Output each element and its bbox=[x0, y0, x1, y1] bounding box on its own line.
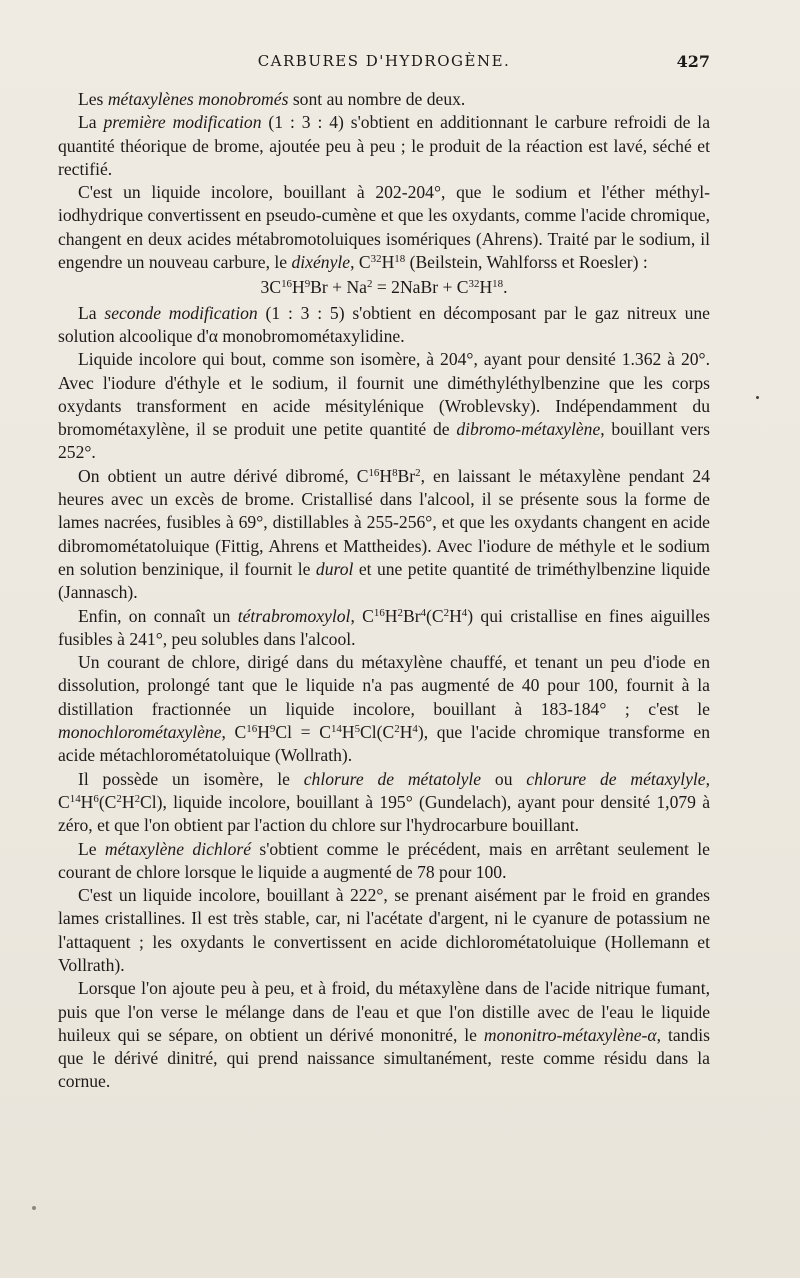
formula-subscript-index: 18 bbox=[492, 278, 504, 291]
text-run: Il possède un isomère, le bbox=[78, 768, 304, 789]
text-run: H bbox=[449, 605, 462, 626]
text-run: H bbox=[399, 722, 413, 743]
formula-subscript-index: 16 bbox=[368, 466, 380, 479]
text-run: Le bbox=[78, 838, 105, 859]
text-run: (Beilstein, Wahlforss et Roesler) : bbox=[405, 252, 648, 273]
formula-subscript-index: 2 bbox=[443, 606, 450, 619]
formula-subscript-index: 5 bbox=[354, 723, 361, 736]
italic-term: chlorure de métatolyle bbox=[303, 768, 482, 789]
paragraph-mononitro bbox=[58, 977, 710, 1093]
paragraph-monochlorometaxylene bbox=[58, 651, 710, 767]
paragraph-tetrabromoxylol bbox=[58, 605, 710, 652]
formula-subscript-index: 4 bbox=[412, 723, 418, 736]
page-body bbox=[58, 88, 710, 1094]
text-run: , C bbox=[350, 605, 374, 626]
text-run: (C bbox=[98, 791, 117, 812]
paragraph-metaxylene-dichlore bbox=[58, 838, 710, 885]
italic-term: durol bbox=[315, 558, 354, 579]
text-run: , C bbox=[221, 722, 247, 743]
text-run: ) qui cristallise en fines aiguilles fusibles à 241°, peu solubles dans l'alcool. bbox=[58, 605, 710, 649]
text-run: Cl(C bbox=[360, 722, 395, 743]
text-run: , bouillant vers 252°. bbox=[58, 419, 711, 463]
italic-term: métaxylènes monobromés bbox=[107, 89, 289, 109]
paragraph-liquide-204 bbox=[58, 348, 710, 464]
text-run: 3C bbox=[260, 277, 282, 298]
text-run: H bbox=[381, 252, 395, 273]
paragraph-liquide-incolore-202 bbox=[58, 181, 710, 274]
text-run: Br bbox=[397, 465, 416, 486]
text-run: Enfin, on connaît un bbox=[78, 605, 238, 626]
formula-subscript-index: 16 bbox=[281, 278, 292, 291]
paragraph-liquide-222 bbox=[58, 884, 710, 977]
text-run: La bbox=[78, 302, 105, 323]
paragraph-chlorure-metatolyle bbox=[58, 768, 710, 838]
text-run: sont au nombre de deux. bbox=[288, 89, 466, 109]
formula-subscript-index: 2 bbox=[394, 723, 400, 736]
text-run: Lorsque l'on ajoute peu à peu, et à froid, du métaxylène dans de l'acide nitrique fumant, puis que l'on verse le mélange dans de l'eau et que l'on distille avec de l'eau le liquide huileux qui se sépare, on obtient un dérivé mononitré, le bbox=[58, 978, 710, 1045]
text-run: H bbox=[80, 791, 94, 812]
italic-term: métaxylène dichloré bbox=[104, 838, 252, 859]
formula-subscript-index: 2 bbox=[116, 792, 122, 805]
italic-term: mononitro-métaxylène-α bbox=[483, 1024, 657, 1045]
formula-subscript-index: 14 bbox=[330, 723, 342, 736]
text-run: et une petite quantité de triméthylbenzine liquide (Jannasch). bbox=[58, 558, 711, 603]
paragraph-monobromes bbox=[58, 88, 710, 111]
text-run: = 2NaBr + C bbox=[372, 277, 469, 298]
formula-subscript-index: 9 bbox=[269, 723, 276, 736]
formula-subscript-index: 6 bbox=[93, 792, 99, 805]
text-run: C'est un liquide incolore, bouillant à 222°, se prenant aisément par le froid en grandes lames cristallines. Il est très stable, car, ni l'acétate d'argent, ni le cyanure de potassium ne l'attaquent ; les oxydants le convertissent en acide dichlorométatoluique (Hollemann et Vollrath). bbox=[58, 885, 710, 975]
text-run: H bbox=[291, 277, 305, 298]
text-run: Br bbox=[402, 605, 421, 626]
formula-subscript-index: 2 bbox=[134, 792, 141, 805]
text-run: H bbox=[384, 605, 398, 626]
text-run: C'est un liquide incolore, bouillant à 202-204°, que le sodium et l'éther méthyl-iodhydrique convertissent en pseudo-cumène et que les oxydants, comme l'acide chromique, changent en deux acides métabromotoluiques isomériques (Ahrens). Traité par le sodium, il engendre un nouveau carbure, le bbox=[58, 182, 710, 273]
formula-subscript-index: 32 bbox=[468, 278, 480, 291]
italic-term: dibromo-métaxylène bbox=[456, 419, 601, 440]
text-run: (1 : 3 : 5) s'obtient en décomposant par le gaz nitreux une solution alcoolique d'α monobromométaxylidine. bbox=[58, 302, 710, 346]
formula-subscript-index: 18 bbox=[394, 253, 406, 266]
paragraph-premiere-modification bbox=[58, 111, 710, 181]
text-run: H bbox=[257, 722, 270, 743]
text-run: , en laissant le métaxylène pendant 24 heures avec un excès de brome. Cristallisé dans l'alcool, il se présente sous la forme de lames nacrées, fusibles à 69°, distillables à 255-256°, et que les oxydants changent en acide dibromométatoluique (Fittig, Ahrens et Mattheides). Avec l'iodure de méthyle et le sodium en solution benzinique, il fournit le bbox=[58, 465, 710, 579]
formula-subscript-index: 4 bbox=[420, 606, 427, 619]
formula-subscript-index: 16 bbox=[373, 606, 385, 619]
italic-term: chlorure de métaxylyle bbox=[526, 768, 706, 789]
text-run: (C bbox=[426, 605, 444, 626]
text-run: La bbox=[78, 112, 104, 133]
formula-subscript-index: 4 bbox=[461, 606, 468, 619]
text-run: H bbox=[379, 465, 393, 486]
formula-subscript-index: 2 bbox=[397, 606, 403, 619]
equation-dixenyle bbox=[58, 276, 710, 299]
formula-subscript-index: 9 bbox=[304, 278, 311, 291]
formula-subscript-index: 14 bbox=[69, 792, 81, 805]
margin-mark bbox=[756, 396, 759, 399]
formula-subscript-index: 16 bbox=[246, 723, 258, 736]
italic-term: seconde modification bbox=[104, 302, 258, 323]
text-run: H bbox=[121, 791, 135, 812]
paper-speck bbox=[32, 1206, 36, 1210]
text-run: H bbox=[479, 277, 493, 298]
text-run: , tandis que le dérivé dinitré, qui prend naissance simultanément, reste comme résidu dans la cornue. bbox=[58, 1024, 710, 1092]
text-run: , C bbox=[58, 768, 711, 812]
text-run: ), que l'acide chromique transforme en acide métachlorométatoluique (Wollrath). bbox=[58, 722, 710, 766]
text-run: (1 : 3 : 4) s'obtient en additionnant le carbure refroidi de la quantité théorique de brome, ajoutée peu à peu ; le produit de la réaction est lavé, séché et rectifié. bbox=[58, 112, 710, 179]
text-run: Un courant de chlore, dirigé dans du métaxylène chauffé, et tenant un peu d'iode en dissolution, prolongé tant que le liquide n'a pas augmenté de 40 pour 100, fournit à la distillation fractionnée un liquide incolore, bouillant à 183-184° ; c'est le bbox=[58, 652, 710, 719]
text-run: , C bbox=[350, 252, 371, 273]
formula-subscript-index: 2 bbox=[415, 466, 421, 479]
page-number: 427 bbox=[676, 52, 710, 71]
text-run: s'obtient comme le précédent, mais en arrêtant seulement le courant de chlore lorsque le liquide a augmenté de 78 pour 100. bbox=[58, 838, 710, 882]
text-run: ou bbox=[481, 768, 527, 789]
italic-term: monochlorométaxylène bbox=[58, 722, 222, 743]
formula-subscript-index: 32 bbox=[370, 253, 382, 266]
italic-term: dixényle bbox=[291, 252, 351, 273]
text-run: Liquide incolore qui bout, comme son isomère, à 204°, ayant pour densité 1.362 à 20°. Avec l'iodure d'éthyle et le sodium, il fournit une diméthyléthylbenzine que les corps oxydants transforment en acide mésitylénique (Wroblevsky). Indépendamment du bromométaxylène, il se produit une petite quantité de bbox=[58, 349, 710, 440]
text-run: . bbox=[503, 277, 508, 298]
formula-subscript-index: 8 bbox=[392, 466, 398, 479]
formula-subscript-index: 2 bbox=[366, 278, 373, 291]
running-head: CARBURES D'HYDROGÈNE. bbox=[257, 52, 511, 70]
text-run: H bbox=[341, 722, 355, 743]
text-run: Cl), liquide incolore, bouillant à 195° (Gundelach), ayant pour densité 1,079 à zéro, et que l'on obtient par l'action du chlore sur l'hydrocarbure bouillant. bbox=[58, 791, 710, 836]
italic-term: première modification bbox=[103, 112, 262, 133]
text-run: Cl = C bbox=[275, 722, 331, 743]
paragraph-seconde-modification bbox=[58, 302, 710, 349]
text-run: Les bbox=[78, 89, 108, 109]
text-run: Br + Na bbox=[310, 277, 367, 298]
text-run: On obtient un autre dérivé dibromé, C bbox=[78, 465, 369, 486]
paragraph-derive-dibrome bbox=[58, 465, 710, 605]
page-header bbox=[58, 52, 710, 76]
italic-term: tétrabromoxylol bbox=[237, 605, 351, 626]
